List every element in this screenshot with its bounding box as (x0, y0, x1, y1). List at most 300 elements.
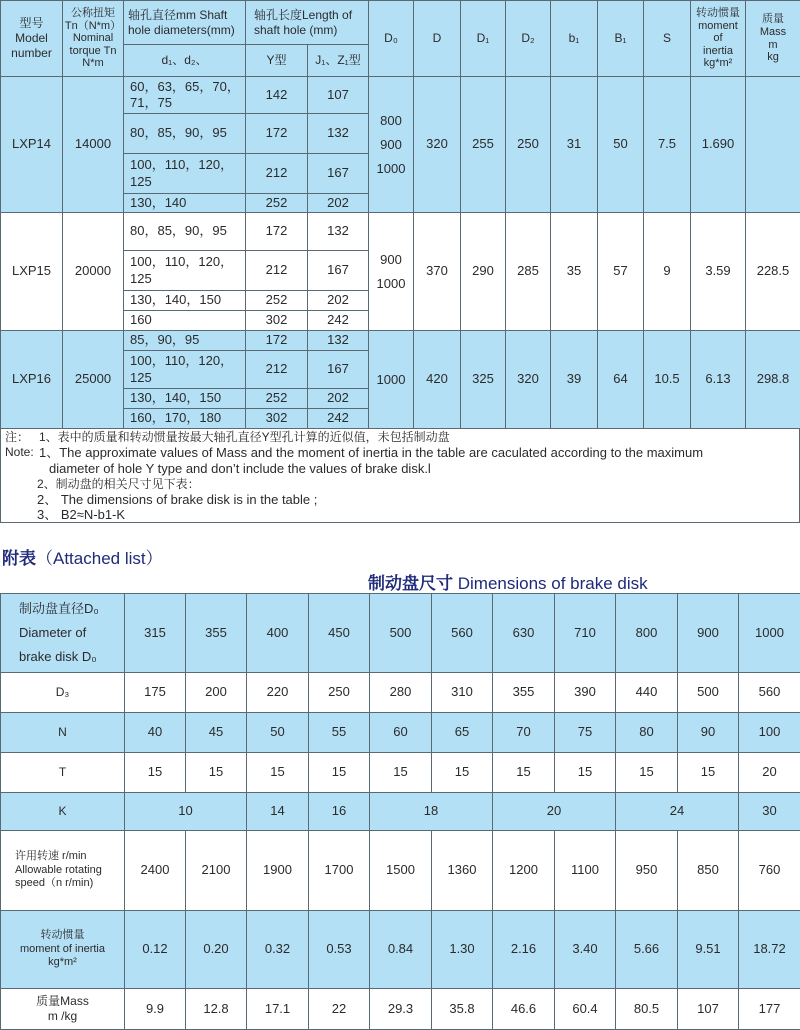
table-row (1, 213, 800, 251)
value-cell (678, 673, 739, 713)
y-length: 212 (266, 165, 288, 180)
shaft-diameter-cell (124, 389, 246, 409)
cell-value: 355 (205, 625, 227, 640)
value-cell (309, 793, 370, 831)
value-cell (370, 713, 432, 753)
d-cell (414, 331, 461, 429)
header-d0 (369, 1, 414, 77)
shaft-diameter-cell (124, 251, 246, 291)
y-length-cell (246, 409, 308, 429)
header-line: Model (1, 31, 62, 46)
cell-value: 440 (636, 684, 658, 699)
shaft-diameter-cell (124, 331, 246, 351)
cell-value: 390 (574, 684, 596, 699)
value-cell (493, 793, 616, 831)
s-value: 9 (663, 263, 670, 278)
cell-value: 220 (267, 684, 289, 699)
header-text: D₁ (477, 31, 490, 45)
d2-value: 320 (517, 371, 539, 386)
table-row (1, 713, 800, 753)
mass-cell (746, 213, 800, 331)
cell-value: 250 (328, 684, 350, 699)
value-cell (370, 793, 493, 831)
y-length-cell (246, 331, 308, 351)
cell-value: 60.4 (572, 1001, 597, 1016)
cell-value: 5.66 (634, 941, 659, 956)
row-label (1, 911, 125, 989)
header-text: D₀ (384, 31, 398, 45)
model-name: LXP16 (12, 371, 51, 386)
value-cell (125, 673, 186, 713)
shaft-diameters: 130，140 (130, 195, 186, 210)
j-length: 202 (327, 195, 349, 210)
value-cell (247, 989, 309, 1030)
cell-value: 2400 (141, 862, 170, 877)
table-row (1, 989, 800, 1030)
cell-value: 75 (578, 724, 592, 739)
j-length: 242 (327, 410, 349, 425)
header-d2 (506, 1, 551, 77)
value-cell (186, 911, 247, 989)
value-cell (555, 673, 616, 713)
cell-value: 15 (209, 764, 223, 779)
cell-value: 1200 (509, 862, 538, 877)
note-line: 1、The approximate values of Mass and the moment of inertia in the table are caculated according to the maximum (39, 445, 703, 461)
cell-value: 175 (144, 684, 166, 699)
y-length-cell (246, 213, 308, 251)
j-length-cell (308, 311, 369, 331)
value-cell (125, 911, 186, 989)
shaft-diameter-cell (124, 311, 246, 331)
value-cell (616, 989, 678, 1030)
cell-value: 80.5 (634, 1001, 659, 1016)
b1-cell (551, 213, 598, 331)
cell-value: 18.72 (753, 941, 786, 956)
cell-value: 850 (697, 862, 719, 877)
torque-value: 20000 (75, 263, 111, 278)
cell-value: 900 (697, 625, 719, 640)
cell-value: 1700 (325, 862, 354, 877)
header-text: d₁、d₂、 (161, 53, 207, 67)
shaft-diameters: 130，140，150 (130, 292, 221, 307)
header-line: Nominal (63, 32, 123, 45)
s-cell (644, 77, 691, 213)
d0-value: 1000 (369, 157, 413, 181)
value-cell (370, 911, 432, 989)
brake-title-en: Dimensions of brake disk (453, 574, 648, 593)
header-d (414, 1, 461, 77)
j-length-cell (308, 114, 369, 154)
label-line: kg*m² (1, 956, 124, 970)
header-text: J₁、Z₁型 (315, 53, 360, 67)
value-cell (247, 713, 309, 753)
note-line: 3、 B2≈N-b1-K (37, 507, 125, 523)
b1-cell (551, 77, 598, 213)
shaft-diameters: 85，90，95 (130, 332, 199, 347)
cell-value: 80 (639, 724, 653, 739)
table-row (1, 77, 800, 114)
notes-section (0, 428, 800, 523)
attached-title-cn: 附表 (2, 549, 36, 568)
value-cell (739, 713, 800, 753)
j-length: 132 (327, 223, 349, 238)
b1-cell (598, 331, 644, 429)
header-line: N*m (63, 57, 123, 70)
label-line: Allowable rotating (15, 864, 124, 878)
value-cell (739, 753, 800, 793)
table-row (1, 331, 800, 351)
cell-value: 1360 (448, 862, 477, 877)
value-cell (432, 911, 493, 989)
cell-value: 100 (759, 724, 781, 739)
header-line: of (691, 32, 745, 45)
y-length-cell (246, 351, 308, 389)
header-mass (746, 1, 800, 77)
shaft-diameter-cell (124, 194, 246, 213)
j-length: 167 (327, 361, 349, 376)
y-length: 172 (266, 125, 288, 140)
table-row (1, 911, 800, 989)
cell-value: 2.16 (511, 941, 536, 956)
inertia-cell (691, 331, 746, 429)
j-length: 167 (327, 165, 349, 180)
inertia-cell (691, 213, 746, 331)
y-length-cell (246, 389, 308, 409)
inertia-cell (691, 77, 746, 213)
shaft-diameter-cell (124, 77, 246, 114)
cell-value: 12.8 (203, 1001, 228, 1016)
value-cell (309, 911, 370, 989)
header-line: number (1, 46, 62, 61)
header-line: kg (746, 51, 800, 64)
value-cell (432, 831, 493, 911)
y-length: 172 (266, 332, 288, 347)
header-line: inertia (691, 45, 745, 58)
shaft-diameters: 160，170，180 (130, 410, 221, 425)
cell-value: 400 (267, 625, 289, 640)
y-length: 172 (266, 223, 288, 238)
j-length-cell (308, 351, 369, 389)
cell-value: 15 (639, 764, 653, 779)
s-cell (644, 331, 691, 429)
cell-value: 50 (270, 724, 284, 739)
value-cell (432, 713, 493, 753)
cell-value: 950 (636, 862, 658, 877)
y-length: 252 (266, 390, 288, 405)
cell-value: 1900 (263, 862, 292, 877)
y-length: 252 (266, 195, 288, 210)
cell-value: 3.40 (572, 941, 597, 956)
model-name: LXP15 (12, 263, 51, 278)
y-length-cell (246, 251, 308, 291)
row-label (1, 989, 125, 1030)
value-cell (678, 713, 739, 753)
value-cell (555, 989, 616, 1030)
model-cell (1, 213, 63, 331)
cell-value: 10 (178, 803, 192, 818)
y-length: 142 (266, 87, 288, 102)
value-cell (739, 793, 800, 831)
cell-value: 1500 (386, 862, 415, 877)
attached-title-en: （Attached list） (36, 549, 163, 568)
value-cell (739, 831, 800, 911)
y-length-cell (246, 114, 308, 154)
header-inertia (691, 1, 746, 77)
j-length-cell (308, 409, 369, 429)
value-cell (370, 753, 432, 793)
cell-value: 1000 (755, 625, 784, 640)
d0-cell (369, 331, 414, 429)
label-line: D₃ (1, 685, 124, 700)
label-line: speed（n r/min) (15, 877, 124, 891)
shaft-diameters: 60，63，65，70，71，75 (130, 79, 240, 110)
value-cell (432, 753, 493, 793)
cell-value: 310 (451, 684, 473, 699)
row-label (1, 793, 125, 831)
cell-value: 16 (332, 803, 346, 818)
value-cell (616, 673, 678, 713)
d2-cell (506, 331, 551, 429)
row-label (1, 673, 125, 713)
value-cell (247, 793, 309, 831)
header-model (1, 1, 63, 77)
cell-value: 9.51 (695, 941, 720, 956)
b1-value: 64 (613, 371, 627, 386)
cell-value: 355 (513, 684, 535, 699)
cell-value: 15 (332, 764, 346, 779)
d2-value: 250 (517, 136, 539, 151)
cell-value: 107 (697, 1001, 719, 1016)
model-name: LXP14 (12, 136, 51, 151)
b1-value: 50 (613, 136, 627, 151)
d-value: 370 (426, 263, 448, 278)
cell-value: 15 (270, 764, 284, 779)
label-line: K (1, 804, 124, 819)
d2-cell (506, 77, 551, 213)
header-b1 (598, 1, 644, 77)
value-cell (739, 673, 800, 713)
header-j-type (308, 45, 369, 77)
header-text: S (663, 31, 671, 45)
mass-value: 228.5 (757, 263, 790, 278)
value-cell (678, 594, 739, 673)
y-length-cell (246, 154, 308, 194)
shaft-diameter-cell (124, 213, 246, 251)
b1-cell (551, 331, 598, 429)
value-cell (309, 594, 370, 673)
j-length: 242 (327, 312, 349, 327)
j-length: 202 (327, 390, 349, 405)
d0-value: 1000 (369, 368, 413, 392)
d1-value: 255 (472, 136, 494, 151)
d-value: 420 (426, 371, 448, 386)
coupling-spec-table (0, 0, 800, 429)
torque-cell (63, 77, 124, 213)
j-length-cell (308, 291, 369, 311)
cell-value: 630 (513, 625, 535, 640)
attached-list-title (2, 544, 163, 569)
value-cell (370, 673, 432, 713)
value-cell (678, 989, 739, 1030)
header-line: Mass (746, 26, 800, 39)
shaft-diameters: 160 (130, 312, 152, 327)
cell-value: 560 (451, 625, 473, 640)
cell-value: 1.30 (449, 941, 474, 956)
brake-disk-table (0, 593, 800, 1030)
shaft-diameters: 130，140，150 (130, 390, 221, 405)
cell-value: 22 (332, 1001, 346, 1016)
value-cell (739, 594, 800, 673)
shaft-diameters: 80，85，90，95 (130, 125, 227, 140)
table-row (1, 594, 800, 673)
value-cell (678, 911, 739, 989)
cell-value: 0.20 (203, 941, 228, 956)
y-length-cell (246, 194, 308, 213)
shaft-diameters: 80，85，90，95 (130, 223, 227, 238)
value-cell (493, 831, 555, 911)
cell-value: 500 (390, 625, 412, 640)
note-line: diameter of hole Y type and don’t include the values of brake disk.l (49, 461, 431, 477)
value-cell (432, 673, 493, 713)
j-length: 202 (327, 292, 349, 307)
value-cell (739, 911, 800, 989)
value-cell (555, 831, 616, 911)
y-length: 212 (266, 361, 288, 376)
b1-value: 57 (613, 263, 627, 278)
cell-value: 20 (547, 803, 561, 818)
label-line: 转动惯量 (1, 929, 124, 943)
cell-value: 710 (574, 625, 596, 640)
shaft-diameter-cell (124, 351, 246, 389)
note-label-en: Note: (5, 445, 34, 461)
value-cell (309, 673, 370, 713)
cell-value: 0.32 (265, 941, 290, 956)
table-row (1, 831, 800, 911)
label-line: brake disk D₀ (19, 645, 124, 669)
header-line: 质量 (746, 13, 800, 26)
note-label-cn: 注： (5, 430, 29, 446)
cell-value: 0.53 (326, 941, 351, 956)
cell-value: 35.8 (449, 1001, 474, 1016)
note-line: 1、表中的质量和转动惯量按最大轴孔直径Y型孔计算的近似值，未包括制动盘 (39, 430, 450, 446)
value-cell (616, 594, 678, 673)
s-value: 7.5 (658, 136, 676, 151)
cell-value: 1100 (571, 862, 599, 877)
value-cell (186, 713, 247, 753)
note-line: 2、 The dimensions of brake disk is in the table ; (37, 492, 317, 508)
value-cell (247, 594, 309, 673)
row-label (1, 594, 125, 673)
d-value: 320 (426, 136, 448, 151)
torque-value: 25000 (75, 371, 111, 386)
shaft-diameters: 100，110，120，125 (130, 254, 233, 285)
cell-value: 29.3 (388, 1001, 413, 1016)
d0-value: 900 (369, 248, 413, 272)
j-length-cell (308, 77, 369, 114)
value-cell (616, 713, 678, 753)
table-row (1, 753, 800, 793)
cell-value: 60 (393, 724, 407, 739)
value-cell (493, 594, 555, 673)
d1-cell (461, 331, 506, 429)
s-value: 10.5 (654, 371, 679, 386)
cell-value: 14 (270, 803, 284, 818)
y-length-cell (246, 291, 308, 311)
header-text: B₁ (614, 31, 626, 45)
value-cell (309, 753, 370, 793)
cell-value: 177 (759, 1001, 781, 1016)
y-length: 302 (266, 312, 288, 327)
inertia-value: 1.690 (702, 136, 735, 151)
mass-cell (746, 77, 800, 213)
cell-value: 15 (148, 764, 162, 779)
header-text: D (433, 31, 442, 45)
table-row (1, 793, 800, 831)
y-length-cell (246, 77, 308, 114)
cell-value: 90 (701, 724, 715, 739)
mass-value: 298.8 (757, 371, 790, 386)
table-row (1, 673, 800, 713)
d2-value: 285 (517, 263, 539, 278)
label-line: m /kg (1, 1009, 124, 1024)
value-cell (186, 989, 247, 1030)
cell-value: 70 (516, 724, 530, 739)
j-length: 132 (327, 125, 349, 140)
brake-title-cn: 制动盘尺寸 (368, 574, 453, 593)
b1-value: 35 (567, 263, 581, 278)
value-cell (247, 753, 309, 793)
j-length: 132 (327, 332, 349, 347)
header-d (124, 45, 246, 77)
b1-cell (598, 77, 644, 213)
header-d1 (461, 1, 506, 77)
value-cell (186, 673, 247, 713)
value-cell (247, 831, 309, 911)
value-cell (186, 753, 247, 793)
label-line: 质量Mass (1, 994, 124, 1009)
header-line: 型号 (1, 16, 62, 31)
header-text: 轴孔长度Length of shaft hole (mm) (254, 8, 352, 37)
value-cell (309, 713, 370, 753)
value-cell (739, 989, 800, 1030)
value-cell (678, 753, 739, 793)
value-cell (370, 989, 432, 1030)
header-line: m (746, 39, 800, 52)
label-line: moment of inertia (1, 943, 124, 957)
value-cell (555, 594, 616, 673)
value-cell (125, 753, 186, 793)
value-cell (370, 594, 432, 673)
value-cell (186, 831, 247, 911)
d-cell (414, 213, 461, 331)
value-cell (247, 911, 309, 989)
d0-value: 1000 (369, 272, 413, 296)
value-cell (125, 594, 186, 673)
y-length: 252 (266, 292, 288, 307)
j-length-cell (308, 194, 369, 213)
cell-value: 65 (455, 724, 469, 739)
value-cell (616, 911, 678, 989)
d1-cell (461, 77, 506, 213)
value-cell (432, 594, 493, 673)
row-label (1, 713, 125, 753)
value-cell (493, 911, 555, 989)
value-cell (432, 989, 493, 1030)
b1-value: 39 (567, 371, 581, 386)
j-length-cell (308, 389, 369, 409)
cell-value: 315 (144, 625, 166, 640)
d-cell (414, 77, 461, 213)
